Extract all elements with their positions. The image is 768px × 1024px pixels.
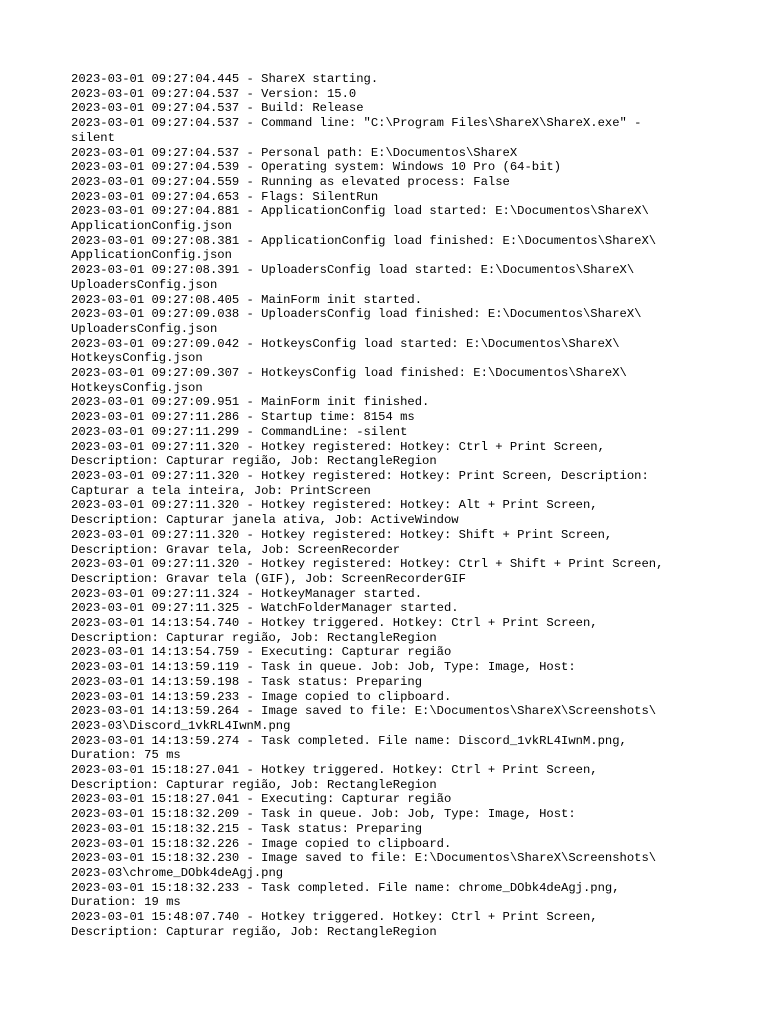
log-line: 2023-03-01 09:27:04.537 - Command line: "C:\Program Files\ShareX\ShareX.exe" - (71, 116, 642, 131)
log-line: 2023-03-01 14:13:59.198 - Task status: Preparing (71, 674, 423, 689)
log-line: 2023-03-01 14:13:59.119 - Task in queue. Job: Job, Type: Image, Host: (71, 660, 576, 675)
log-line: UploadersConfig.json (71, 321, 218, 336)
log-line: 2023-03-01 09:27:09.307 - HotkeysConfig load finished: E:\Documentos\ShareX\ (71, 366, 627, 381)
log-line: 2023-03-01 09:27:08.405 - MainForm init started. (71, 292, 423, 307)
log-line: UploadersConfig.json (71, 277, 218, 292)
log-text (71, 72, 691, 939)
log-line: 2023-03-01 09:27:04.537 - Personal path: E:\Documentos\ShareX (71, 145, 518, 160)
log-line: 2023-03-01 09:27:04.537 - Version: 15.0 (71, 86, 357, 101)
log-line: 2023-03-01 14:13:59.233 - Image copied to clipboard. (71, 689, 452, 704)
log-line: 2023-03-01 09:27:09.042 - HotkeysConfig load started: E:\Documentos\ShareX\ (71, 336, 620, 351)
log-line: 2023-03-01 09:27:04.537 - Build: Release (71, 101, 364, 116)
log-line: 2023-03-01 14:13:59.264 - Image saved to file: E:\Documentos\ShareX\Screenshots\ (71, 704, 657, 719)
log-line: 2023-03-01 15:18:32.233 - Task completed. File name: chrome_DObk4deAgj.png, (71, 880, 620, 895)
log-line: 2023-03-01 09:27:08.391 - UploadersConfig load started: E:\Documentos\ShareX\ (71, 263, 635, 278)
log-line: 2023-03-01 09:27:09.038 - UploadersConfig load finished: E:\Documentos\ShareX\ (71, 307, 642, 322)
log-line: 2023-03-01 09:27:11.320 - Hotkey registered: Hotkey: Ctrl + Shift + Print Screen, (71, 557, 664, 572)
log-line: ApplicationConfig.json (71, 248, 232, 263)
log-line: silent (71, 130, 115, 145)
log-line: 2023-03-01 09:27:11.320 - Hotkey registered: Hotkey: Print Screen, Description: (71, 468, 649, 483)
log-line: 2023-03-01 09:27:11.320 - Hotkey registered: Hotkey: Alt + Print Screen, (71, 498, 598, 513)
log-line: 2023-03-01 09:27:11.286 - Startup time: 8154 ms (71, 410, 415, 425)
log-line: 2023-03-01 15:18:27.041 - Executing: Capturar região (71, 792, 452, 807)
log-line: 2023-03-01 09:27:04.881 - ApplicationConfig load started: E:\Documentos\ShareX\ (71, 204, 649, 219)
log-line: 2023-03-01 09:27:11.325 - WatchFolderManager started. (71, 601, 459, 616)
log-line: Description: Capturar região, Job: RectangleRegion (71, 630, 437, 645)
log-line: Description: Gravar tela, Job: ScreenRecorder (71, 542, 401, 557)
log-line: 2023-03\Discord_1vkRL4IwnM.png (71, 718, 291, 733)
log-line: Duration: 75 ms (71, 748, 181, 763)
log-line: Duration: 19 ms (71, 895, 181, 910)
log-line: 2023-03-01 15:18:27.041 - Hotkey triggered. Hotkey: Ctrl + Print Screen, (71, 763, 598, 778)
log-line: 2023-03-01 09:27:04.539 - Operating system: Windows 10 Pro (64-bit) (71, 160, 562, 175)
log-line: 2023-03-01 09:27:09.951 - MainForm init finished. (71, 395, 430, 410)
log-line: ApplicationConfig.json (71, 219, 232, 234)
log-line: HotkeysConfig.json (71, 351, 203, 366)
log-line: Description: Capturar região, Job: RectangleRegion (71, 924, 437, 939)
log-line: Description: Capturar janela ativa, Job: ActiveWindow (71, 513, 459, 528)
log-line: 2023-03-01 14:13:54.759 - Executing: Capturar região (71, 645, 452, 660)
log-line: 2023-03-01 09:27:11.320 - Hotkey registered: Hotkey: Ctrl + Print Screen, (71, 439, 605, 454)
log-line: 2023-03-01 09:27:04.559 - Running as elevated process: False (71, 174, 510, 189)
log-line: 2023-03-01 09:27:04.445 - ShareX starting. (71, 72, 379, 86)
log-line: Description: Gravar tela (GIF), Job: ScreenRecorderGIF (71, 571, 466, 586)
log-line: Description: Capturar região, Job: RectangleRegion (71, 777, 437, 792)
log-line: 2023-03-01 15:18:32.226 - Image copied to clipboard. (71, 836, 452, 851)
log-line: HotkeysConfig.json (71, 380, 203, 395)
log-line: Capturar a tela inteira, Job: PrintScreen (71, 483, 371, 498)
log-line: 2023-03-01 15:18:32.230 - Image saved to file: E:\Documentos\ShareX\Screenshots\ (71, 851, 657, 866)
log-line: 2023-03-01 15:18:32.209 - Task in queue. Job: Job, Type: Image, Host: (71, 807, 576, 822)
log-line: 2023-03-01 15:48:07.740 - Hotkey triggered. Hotkey: Ctrl + Print Screen, (71, 910, 598, 925)
log-line: 2023-03-01 09:27:08.381 - ApplicationConfig load finished: E:\Documentos\ShareX\ (71, 233, 657, 248)
log-line: 2023-03-01 14:13:54.740 - Hotkey triggered. Hotkey: Ctrl + Print Screen, (71, 616, 598, 631)
log-line: 2023-03\chrome_DObk4deAgj.png (71, 865, 284, 880)
log-line: 2023-03-01 09:27:11.320 - Hotkey registered: Hotkey: Shift + Print Screen, (71, 527, 613, 542)
log-line: 2023-03-01 09:27:04.653 - Flags: SilentRun (71, 189, 379, 204)
log-line: 2023-03-01 09:27:11.299 - CommandLine: -silent (71, 424, 408, 439)
log-line: 2023-03-01 09:27:11.324 - HotkeyManager started. (71, 586, 423, 601)
log-line: Description: Capturar região, Job: RectangleRegion (71, 454, 437, 469)
log-line: 2023-03-01 14:13:59.274 - Task completed. File name: Discord_1vkRL4IwnM.png, (71, 733, 627, 748)
log-line: 2023-03-01 15:18:32.215 - Task status: Preparing (71, 821, 423, 836)
